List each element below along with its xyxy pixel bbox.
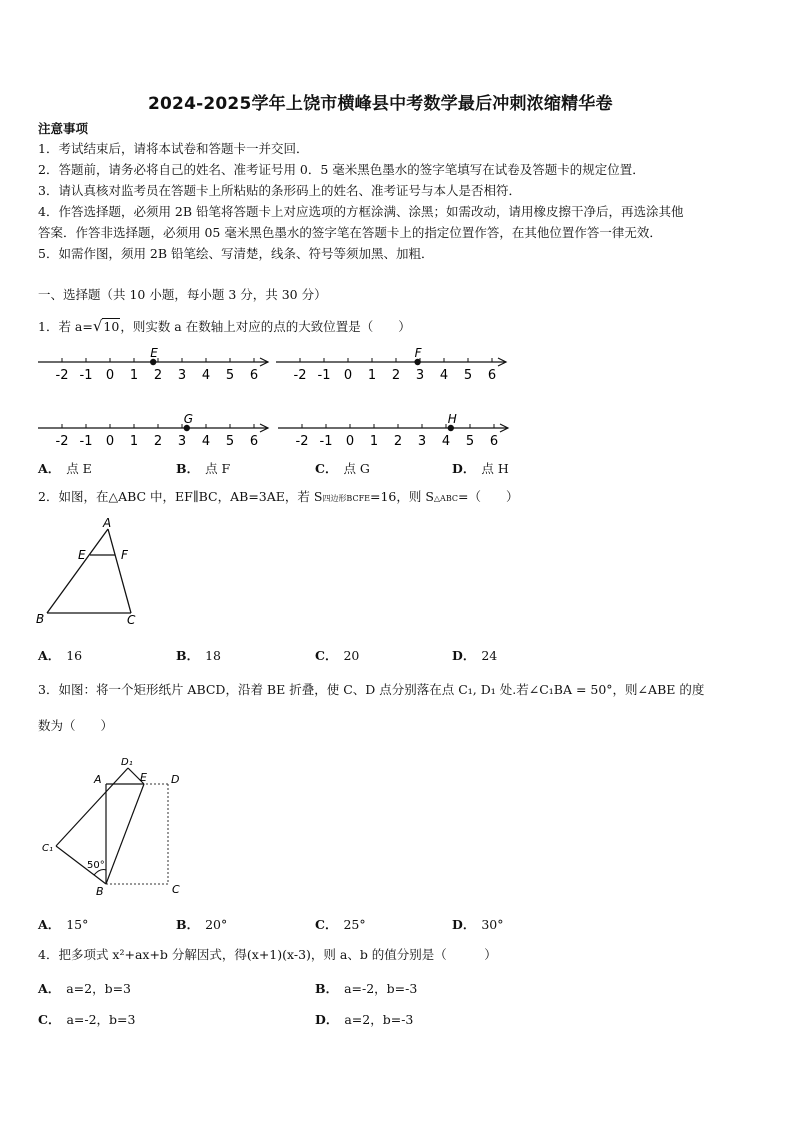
q1-option-d-text: 点 H (481, 461, 509, 476)
point-label-h: H (447, 412, 457, 426)
q3-option-c[interactable] (315, 915, 366, 933)
q1-option-c[interactable] (315, 459, 370, 477)
q4-option-a[interactable] (38, 979, 131, 997)
tick-label: 6 (249, 368, 259, 383)
q3-option-a-key: A． (38, 917, 61, 932)
label-c: C (172, 883, 180, 896)
label-c: C (127, 613, 136, 627)
q1-stem-b: ，则实数 a 在数轴上对应的点的大致位置是（ ） (120, 319, 411, 334)
point-label-g: G (183, 412, 194, 426)
label-e: E (78, 548, 86, 562)
tick-label: -1 (317, 368, 331, 383)
q3-option-b-text: 20° (205, 917, 228, 932)
q2-option-d-key: D． (452, 648, 476, 663)
tick-label: 0 (105, 434, 115, 449)
label-b: B (96, 885, 104, 898)
q1-option-c-text: 点 G (343, 461, 370, 476)
q2-option-b-text: 18 (205, 648, 221, 663)
tick-label: 1 (129, 434, 139, 449)
notice-item-1: 1．考试结束后，请将本试卷和答题卡一并交回． (38, 141, 309, 156)
point-label-e: E (150, 346, 158, 360)
tick-label: 4 (201, 434, 211, 449)
tick-label: 4 (201, 368, 211, 383)
tick-label: 2 (153, 434, 163, 449)
q3-option-a[interactable] (38, 915, 88, 933)
q2-option-a[interactable] (38, 646, 82, 664)
q1-option-d[interactable] (452, 459, 509, 477)
tick-label: -2 (295, 434, 309, 449)
q3-option-d[interactable] (452, 915, 504, 933)
fold-c1d1 (56, 768, 128, 846)
notice-item-4: 4．作答选择题，必须用 2B 铅笔将答题卡上对应选项的方框涂满、涂黑；如需改动，请用橡皮擦干净后，再选涂其他 (38, 204, 684, 219)
q2-stem-b: =16，则 S (369, 489, 434, 504)
q2-triangle-figure (30, 515, 160, 630)
tick-label: -1 (79, 368, 93, 383)
page-title: 2024-2025学年上饶市横峰县中考数学最后冲刺浓缩精华卷 (148, 94, 613, 114)
q1-stem-a: 1．若 a= (38, 319, 93, 334)
q2-option-b[interactable] (176, 646, 221, 664)
tick-label: 5 (465, 434, 475, 449)
q2-stem-c: =（ ） (457, 489, 519, 504)
tick-label: 1 (369, 434, 379, 449)
q1-option-b[interactable] (176, 459, 230, 477)
q3-option-b[interactable] (176, 915, 227, 933)
label-angle: 50° (87, 860, 105, 871)
q1-option-b-text: 点 F (205, 461, 231, 476)
q3-option-d-text: 30° (481, 917, 504, 932)
tick-label: 2 (391, 368, 401, 383)
tick-label: 0 (345, 434, 355, 449)
q1-number-lines (0, 0, 794, 470)
q1-option-b-key: B． (176, 461, 200, 476)
q4-option-a-key: A． (38, 981, 61, 996)
q4-option-c-key: C． (38, 1012, 61, 1027)
tick-label: 3 (417, 434, 427, 449)
q3-option-b-key: B． (176, 917, 200, 932)
q3-option-c-key: C． (315, 917, 338, 932)
q1-option-a-key: A． (38, 461, 61, 476)
tick-label: 3 (177, 368, 187, 383)
q1-sqrt-value: 10 (103, 319, 120, 334)
side-ac (108, 529, 131, 613)
section-heading: 一、选择题（共 10 小题，每小题 3 分，共 30 分） (38, 287, 327, 302)
q1-option-a[interactable] (38, 459, 92, 477)
q3-option-c-text: 25° (343, 917, 366, 932)
q4-option-b-text: a=-2，b=-3 (344, 981, 418, 996)
q3-stem-line2: 数为（ ） (38, 718, 114, 733)
q4-option-d[interactable] (315, 1010, 413, 1028)
tick-label: 3 (177, 434, 187, 449)
label-a: A (94, 773, 102, 786)
q2-stem-a: 2．如图，在△ABC 中，EF∥BC，AB=3AE，若 S (38, 489, 323, 504)
q2-sub-tri: △ABC (433, 494, 458, 503)
side-ab (47, 529, 108, 613)
q1-option-a-text: 点 E (66, 461, 92, 476)
q2-option-c[interactable] (315, 646, 359, 664)
q4-option-d-key: D． (315, 1012, 339, 1027)
tick-label: 0 (105, 368, 115, 383)
tick-label: 3 (415, 368, 425, 383)
tick-label: 5 (225, 434, 235, 449)
q4-stem: 4．把多项式 x²+ax+b 分解因式，得(x+1)(x-3)，则 a、b 的值分别是（ ） (38, 947, 497, 962)
tick-label: 5 (225, 368, 235, 383)
q3-option-a-text: 15° (66, 917, 89, 932)
tick-label: 6 (487, 368, 497, 383)
tick-label: 1 (367, 368, 377, 383)
label-d1: D₁ (121, 757, 133, 768)
q1-option-c-key: C． (315, 461, 338, 476)
tick-label: 6 (249, 434, 259, 449)
label-a: A (103, 516, 112, 530)
q4-option-d-text: a=2，b=-3 (344, 1012, 414, 1027)
tick-label: -2 (55, 368, 69, 383)
q2-option-b-key: B． (176, 648, 200, 663)
tick-label: -1 (79, 434, 93, 449)
q3-option-d-key: D． (452, 917, 476, 932)
q2-option-d-text: 24 (481, 648, 498, 663)
sqrt-sign: √ (92, 317, 103, 335)
q2-option-a-text: 16 (66, 648, 83, 663)
tick-label: -2 (293, 368, 307, 383)
q3-stem-line1: 3．如图：将一个矩形纸片 ABCD，沿着 BE 折叠，使 C、D 点分别落在点 C₁, D₁ 处.若∠C₁BA = 50°，则∠ABE 的度 (38, 682, 705, 697)
q4-option-c[interactable] (38, 1010, 135, 1028)
label-c1: C₁ (42, 843, 53, 854)
tick-label: 2 (153, 368, 163, 383)
q3-fold-figure (36, 750, 196, 898)
tick-label: -1 (319, 434, 333, 449)
tick-label: 6 (489, 434, 499, 449)
notice-item-5: 5．如需作图，须用 2B 铅笔绘、写清楚，线条、符号等须加黑、加粗． (38, 246, 434, 261)
label-e: E (140, 771, 147, 784)
q2-option-a-key: A． (38, 648, 61, 663)
notice-heading: 注意事项 (38, 121, 89, 136)
fold-be (106, 784, 144, 884)
label-f: F (121, 548, 128, 562)
tick-label: 2 (393, 434, 403, 449)
q4-option-c-text: a=-2，b=3 (66, 1012, 136, 1027)
tick-label: 0 (343, 368, 353, 383)
tick-label: 1 (129, 368, 139, 383)
tick-label: 4 (439, 368, 449, 383)
tick-label: 5 (463, 368, 473, 383)
q2-option-d[interactable] (452, 646, 497, 664)
q4-option-b-key: B． (315, 981, 339, 996)
q4-option-b[interactable] (315, 979, 417, 997)
label-d: D (171, 773, 180, 786)
notice-item-4-cont: 答案．作答非选择题，必须用 05 毫米黑色墨水的签字笔在答题卡上的指定位置作答，在其他位置作答一律无效． (38, 225, 662, 240)
tick-label: 4 (441, 434, 451, 449)
notice-item-2: 2．答题前，请务必将自己的姓名、准考证号用 0．5 毫米黑色墨水的签字笔填写在试卷及答题卡的规定位置． (38, 162, 645, 177)
notice-item-3: 3．请认真核对监考员在答题卡上所粘贴的条形码上的姓名、准考证号与本人是否相符． (38, 183, 521, 198)
q1-option-d-key: D． (452, 461, 476, 476)
q2-sub-quad: 四边形BCFE (322, 494, 370, 503)
q4-option-a-text: a=2，b=3 (66, 981, 132, 996)
q2-option-c-key: C． (315, 648, 338, 663)
point-label-f: F (414, 346, 422, 360)
tick-label: -2 (55, 434, 69, 449)
label-b: B (36, 612, 45, 626)
q2-stem (38, 489, 518, 507)
q2-option-c-text: 20 (343, 648, 360, 663)
